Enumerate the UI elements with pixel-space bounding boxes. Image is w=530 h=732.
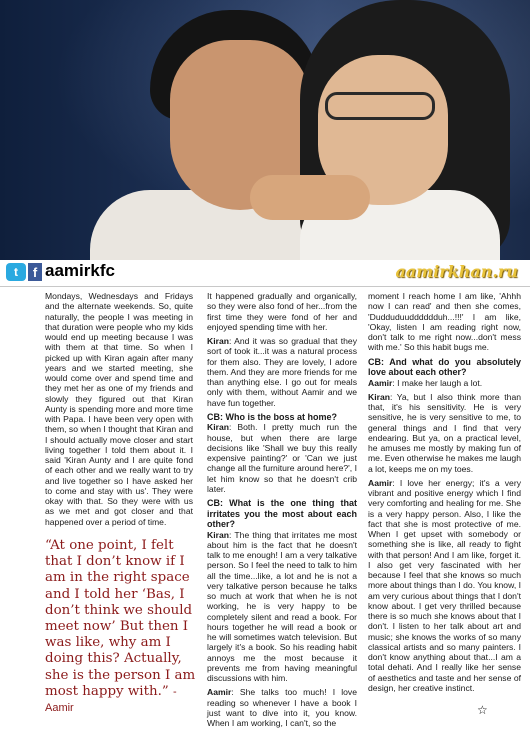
watermark: aamirkhan.ru: [395, 262, 518, 281]
answer-text: : The thing that irritates me most about him is the fact that he doesn't talk to me enough! I am a very talkative person. So I feel the need to talk to him all the time...like, a lot and he is not a very talkative person because he talks so much at work that when he is not working, he is very happy to be completely silent and read a book. For hours together he will read a book or he will sometimes watch television. But largely it's a book. So his reading habit annoys me the most because it prevents me from having meaningful discussions with him.: [207, 529, 357, 683]
speaker-name: Kiran: [207, 422, 229, 433]
glasses: [325, 92, 435, 120]
question-heading: CB: And what do you absolutely love about each other?: [368, 356, 521, 377]
speaker-name: Kiran: [207, 336, 229, 346]
pull-quote-text: “At one point, I felt that I don’t know if I am in the right space and I told her ‘Bas, I don’t think we should meet now’ But then I was like, why am I doing this? Actually, she is the person I am most happy with.”: [45, 538, 196, 699]
speaker-name: Aamir: [368, 377, 393, 388]
paragraph: moment I reach home I am like, 'Ahhh now I can read' and then she comes, 'Dudduduudddddduh...!!!' I am like, 'Okay, listen I am reading right now, don't talk to me right now...don't mess with me.' So this habit bugs me.: [368, 291, 521, 353]
pull-quote: [45, 538, 201, 716]
paragraph: It happened gradually and organically, so they were also fond of her...from the first time they were fond of her and enjoyed spending time with her.: [207, 291, 357, 332]
pull-quote-attribution: - Aamir: [45, 685, 177, 715]
hand: [250, 175, 370, 220]
facebook-f-icon: f: [28, 263, 42, 281]
article-column-2: [207, 291, 357, 732]
paragraph: [207, 687, 357, 728]
question-heading: CB: What is the one thing that irritates you the most about each other?: [207, 498, 357, 529]
answer-text: : She talks too much! I love reading so whenever I have a book I just want to dive into it, you know. When I am working, I can't, so the: [207, 687, 357, 728]
paragraph: Mondays, Wednesdays and Fridays and the alternate weekends. So, quite naturally, the people I was meeting in that duration were people who my kids would end up meeting because I was with them at that time. So when I picked up with Kiran again after many years and we started meeting, she would come over and spend time and they met her as one of my friends and slowly they figured out that Kiran Aunty is spending more and more time with Papa. I have been very open with them, so when I thought that Kiran and I should actually move closer and start living together I told them about it. I said 'Kiran Aunty and I are quite fond of each other and we really want to try and live together so I have asked her to come and stay with us'. They were okay with that. So they were with us as we met and got closer and that happened over a period of time.: [45, 291, 193, 527]
answer-text: : I make her laugh a lot.: [392, 377, 483, 388]
answer-text: : Both. I pretty much run the house, but when there are large decisions like 'Shall we buy this really expensive painting?' or 'Can we just change all the furniture around here?', I let him know so that he doesn't crib later.: [207, 422, 357, 494]
cover-photo: [0, 0, 530, 260]
speaker-name: Aamir: [368, 477, 393, 488]
answer-text: : And it was so gradual that they sort of took it...it was a natural process for them also. They are lovely, I adore them. And they are more friends for me than anything else. I go out for meals only with them, without Aamir and we have fun together.: [207, 336, 357, 408]
paragraph: [207, 422, 357, 494]
divider: [0, 286, 530, 287]
answer-text: : Ya, but I also think more than that, it's his sensitivity. He is very sensitive, he is very sensitive to me, to general things and I find that very endearing. But ya, on a practical level, he amuses me mostly by making fun of me. Even otherwise he makes me laugh a lot, keeps me on my toes.: [368, 391, 521, 474]
question-heading: CB: Who is the boss at home?: [207, 411, 338, 422]
article-column-3: [368, 291, 521, 697]
paragraph: [207, 336, 357, 408]
paragraph: [368, 478, 521, 693]
end-star-icon: ☆: [477, 703, 488, 717]
paragraph: [368, 392, 521, 474]
speaker-name: Kiran: [368, 391, 390, 402]
answer-text: : I love her energy; it's a very vibrant and positive energy which I find very comforting and healing for me. She is a very happy person. Also, I like the fact that she is most protective of me. When I get upset with somebody or something she is like, all ready to fight with that person! And I am like, forget it. I also get very fascinated with her because I feel that she knows so much more about things than I do. You know, I am very curious about things that I don't know about. I get very thrilled because there is so much she knows about that I don't. I listen to her talk about art and music; she knows the works of so many classical artists and so many painters. I don't know anything about that...I am a total dehati. And I really like her sense of aesthetics and taste and her sense of design, her creative instinct.: [368, 477, 521, 693]
speaker-name: Kiran: [207, 529, 229, 540]
speaker-name: Aamir: [207, 687, 232, 698]
paragraph: [207, 530, 357, 684]
social-handle: aamirkfc: [45, 261, 115, 280]
twitter-bird-icon: t: [6, 263, 26, 281]
article-column-1: [45, 291, 193, 531]
paragraph: [368, 378, 521, 388]
